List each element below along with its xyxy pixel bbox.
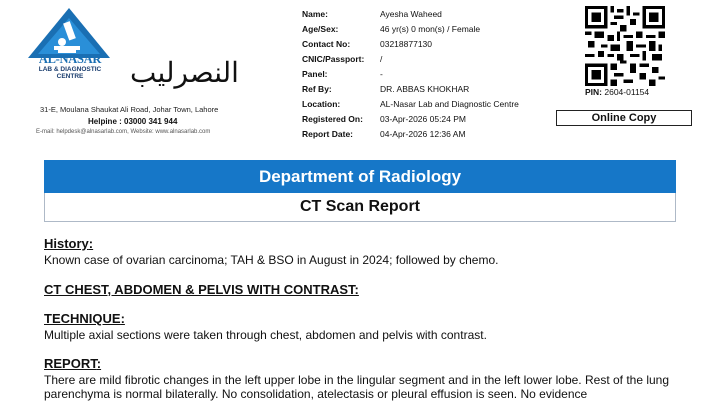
- info-label: Location:: [302, 99, 341, 109]
- lab-urdu-name: النصرليب: [130, 56, 239, 89]
- lab-contact: E-mail: helpdesk@alnasarlab.com, Website: www.alnasarlab.com: [36, 129, 211, 135]
- online-copy-badge: Online Copy: [556, 110, 692, 126]
- study-title: CT CHEST, ABDOMEN & PELVIS WITH CONTRAST:: [44, 282, 359, 297]
- pin-label: PIN:: [585, 87, 602, 97]
- department-banner: Department of Radiology: [44, 160, 676, 193]
- pin-value: 2604-01154: [604, 87, 650, 97]
- report-text: There are mild fibrotic changes in the left upper lobe in the lingular segment and in the left lower lobe. Rest of the lung parenchyma is normal bilaterally. No consolidation, atelectasis or pleural effusion is seen. No evidence: [44, 373, 670, 401]
- lab-address: 31-E, Moulana Shaukat Ali Road, Johar Town, Lahore: [40, 105, 219, 114]
- lab-helpline: Helpine : 03000 341 944: [88, 117, 178, 126]
- info-value: 04-Apr-2026 12:36 AM: [380, 129, 466, 139]
- report-colon: :: [96, 356, 102, 371]
- info-label: Age/Sex:: [302, 24, 339, 34]
- technique-text: Multiple axial sections were taken through chest, abdomen and pelvis with contrast.: [44, 328, 487, 342]
- qr-code-icon: [585, 6, 665, 86]
- pin-number: [585, 87, 649, 97]
- info-label: Panel:: [302, 69, 328, 79]
- info-value: Ayesha Waheed: [380, 9, 442, 19]
- info-value: 03-Apr-2026 05:24 PM: [380, 114, 466, 124]
- technique-heading-text: TECHNIQUE: [44, 311, 121, 326]
- report-heading: [44, 356, 101, 371]
- report-type-title: CT Scan Report: [44, 193, 676, 222]
- technique-colon: :: [120, 311, 125, 326]
- info-value: AL-Nasar Lab and Diagnostic Centre: [380, 99, 519, 109]
- info-value: /: [380, 54, 383, 64]
- info-label: Name:: [302, 9, 328, 19]
- lab-brand-name: AL-NASAR: [38, 52, 102, 66]
- info-label: Ref By:: [302, 84, 332, 94]
- history-text: Known case of ovarian carcinoma; TAH & BSO in August in 2024; followed by chemo.: [44, 253, 499, 267]
- info-label: Registered On:: [302, 114, 363, 124]
- info-value: 03218877130: [380, 39, 433, 49]
- lab-brand-subtitle: LAB & DIAGNOSTIC CENTRE: [38, 66, 102, 80]
- info-label: Contact No:: [302, 39, 351, 49]
- info-label: Report Date:: [302, 129, 354, 139]
- history-heading-text: History: [44, 236, 89, 251]
- history-heading: [44, 236, 93, 251]
- technique-heading: [44, 311, 125, 326]
- report-heading-text: REPORT: [44, 356, 97, 371]
- info-value: 46 yr(s) 0 mon(s) / Female: [380, 24, 481, 34]
- info-value: DR. ABBAS KHOKHAR: [380, 84, 470, 94]
- info-label: CNIC/Passport:: [302, 54, 365, 64]
- history-colon: :: [88, 236, 94, 251]
- info-value: -: [380, 69, 383, 79]
